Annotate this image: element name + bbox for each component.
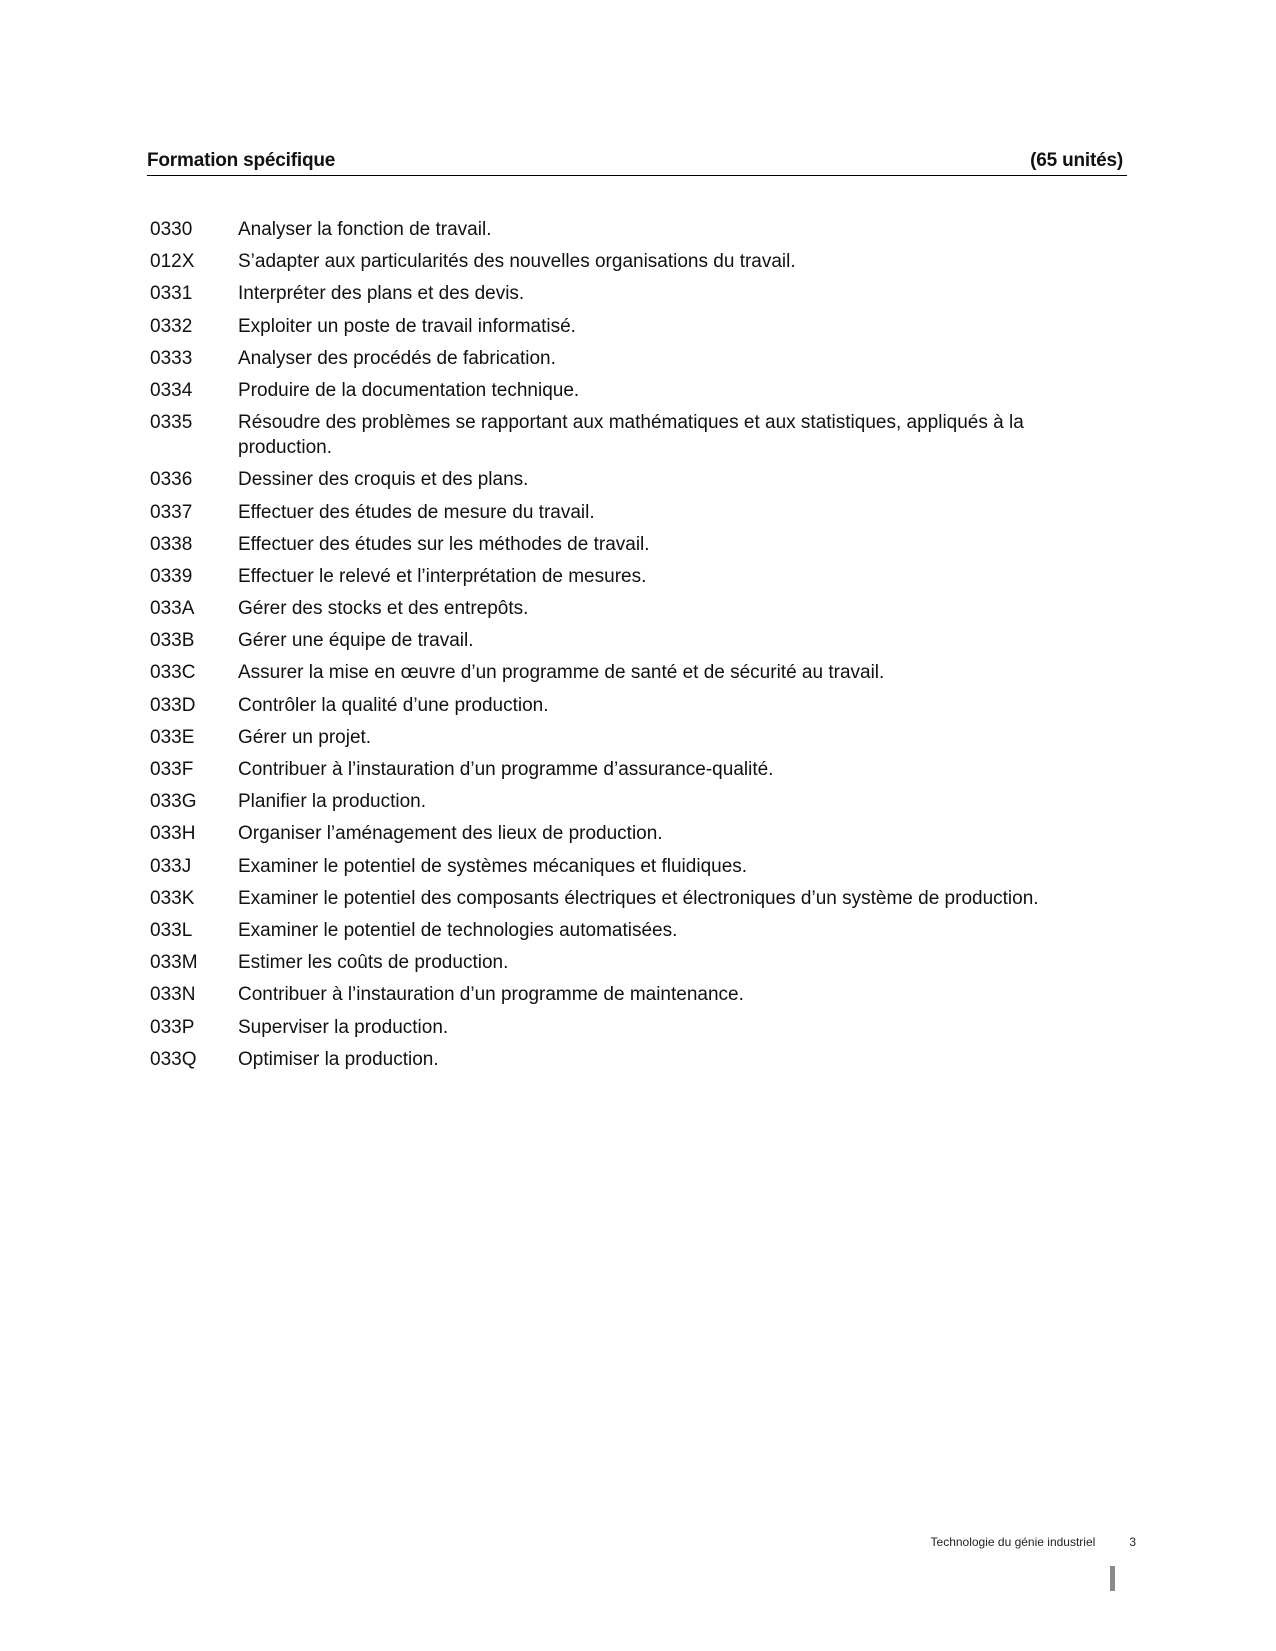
- competency-description: Contrôler la qualité d’une production.: [238, 694, 549, 716]
- competency-code: 012X: [150, 251, 195, 273]
- footer-program-title: Technologie du génie industriel: [930, 1535, 1096, 1549]
- competency-item: [150, 249, 1130, 274]
- competency-description: Effectuer des études sur les méthodes de travail.: [238, 533, 650, 555]
- competency-code: 033B: [150, 630, 195, 652]
- competency-code: 0337: [150, 501, 193, 523]
- competency-description: Superviser la production.: [238, 1016, 449, 1038]
- competency-code: 0330: [150, 219, 193, 240]
- competency-code: 0335: [150, 412, 193, 434]
- competency-description: Dessiner des croquis et des plans.: [238, 469, 529, 491]
- competency-description: Organiser l’aménagement des lieux de production.: [238, 823, 663, 845]
- competency-item: [150, 789, 1130, 814]
- competency-item: [150, 950, 1130, 975]
- competency-description: Gérer un projet.: [238, 726, 372, 748]
- competency-item: [150, 821, 1130, 846]
- competency-item: [150, 918, 1130, 943]
- competency-item: [150, 378, 1130, 403]
- competency-description: Contribuer à l’instauration d’un programme de maintenance.: [238, 984, 744, 1006]
- competency-description: Analyser des procédés de fabrication.: [238, 347, 556, 369]
- competency-list: [150, 217, 1130, 1079]
- competency-item: [150, 467, 1130, 492]
- page-number: 3: [1129, 1535, 1136, 1549]
- competency-code: 033H: [150, 823, 196, 845]
- competency-item: [150, 1015, 1130, 1040]
- competency-description: Interpréter des plans et des devis.: [238, 283, 525, 305]
- competency-item: [150, 757, 1130, 782]
- competency-code: 033M: [150, 952, 198, 974]
- competency-description: Assurer la mise en œuvre d’un programme de santé et de sécurité au travail.: [238, 662, 885, 684]
- competency-code: 0339: [150, 565, 193, 587]
- competency-code: 033J: [150, 855, 192, 877]
- competency-item: [150, 628, 1130, 653]
- competency-description: Planifier la production.: [238, 791, 426, 813]
- competency-item: [150, 854, 1130, 879]
- competency-description: Examiner le potentiel de systèmes mécaniques et fluidiques.: [238, 855, 748, 877]
- competency-code: 033L: [150, 919, 193, 941]
- competency-description: Exploiter un poste de travail informatisé.: [238, 315, 576, 337]
- competency-item: [150, 532, 1130, 557]
- competency-item: [150, 217, 1130, 242]
- competency-item: [150, 886, 1130, 911]
- competency-item: [150, 1047, 1130, 1072]
- competency-item: [150, 410, 1130, 460]
- competency-code: 0333: [150, 347, 193, 369]
- competency-description: Estimer les coûts de production.: [238, 952, 509, 974]
- competency-item: [150, 314, 1130, 339]
- competency-code: 0334: [150, 379, 193, 401]
- competency-code: 0338: [150, 533, 193, 555]
- competency-item: [150, 564, 1130, 589]
- competency-item: [150, 982, 1130, 1007]
- competency-description: Contribuer à l’instauration d’un programme d’assurance-qualité.: [238, 759, 774, 780]
- competency-item: [150, 346, 1130, 371]
- section-header: [147, 148, 1127, 176]
- competency-item: [150, 281, 1130, 306]
- competency-item: [150, 596, 1130, 621]
- competency-code: 033K: [150, 887, 195, 909]
- section-title: Formation spécifique: [147, 150, 336, 171]
- competency-description: Effectuer des études de mesure du travail.: [238, 501, 595, 523]
- competency-description: Résoudre des problèmes se rapportant aux mathématiques et aux statistiques, appliqués à la production.: [238, 412, 1024, 459]
- competency-description: Examiner le potentiel des composants électriques et électroniques d’un système de production.: [238, 887, 1039, 909]
- footer-divider-bar: [1110, 1566, 1115, 1591]
- competency-description: Gérer une équipe de travail.: [238, 630, 474, 652]
- competency-code: 033G: [150, 791, 197, 813]
- competency-code: 0331: [150, 283, 193, 305]
- competency-description: S’adapter aux particularités des nouvelles organisations du travail.: [238, 251, 796, 273]
- competency-description: Examiner le potentiel de technologies automatisées.: [238, 919, 678, 941]
- competency-code: 033E: [150, 726, 195, 748]
- competency-code: 033A: [150, 598, 195, 620]
- competency-code: 033P: [150, 1016, 195, 1038]
- competency-description: Optimiser la production.: [238, 1048, 439, 1070]
- competency-code: 033N: [150, 984, 196, 1006]
- competency-description: Analyser la fonction de travail.: [238, 219, 492, 240]
- competency-code: 0332: [150, 315, 193, 337]
- competency-code: 0336: [150, 469, 193, 491]
- competency-code: 033C: [150, 662, 196, 684]
- competency-code: 033Q: [150, 1048, 197, 1070]
- page-footer: [931, 1535, 1136, 1549]
- section-units: (65 unités): [1030, 150, 1123, 171]
- competency-item: [150, 693, 1130, 718]
- competency-item: [150, 725, 1130, 750]
- competency-description: Gérer des stocks et des entrepôts.: [238, 598, 529, 620]
- competency-code: 033D: [150, 694, 196, 716]
- competency-item: [150, 660, 1130, 685]
- competency-description: Effectuer le relevé et l’interprétation de mesures.: [238, 565, 647, 587]
- competency-description: Produire de la documentation technique.: [238, 379, 580, 401]
- competency-code: 033F: [150, 759, 194, 780]
- competency-item: [150, 500, 1130, 525]
